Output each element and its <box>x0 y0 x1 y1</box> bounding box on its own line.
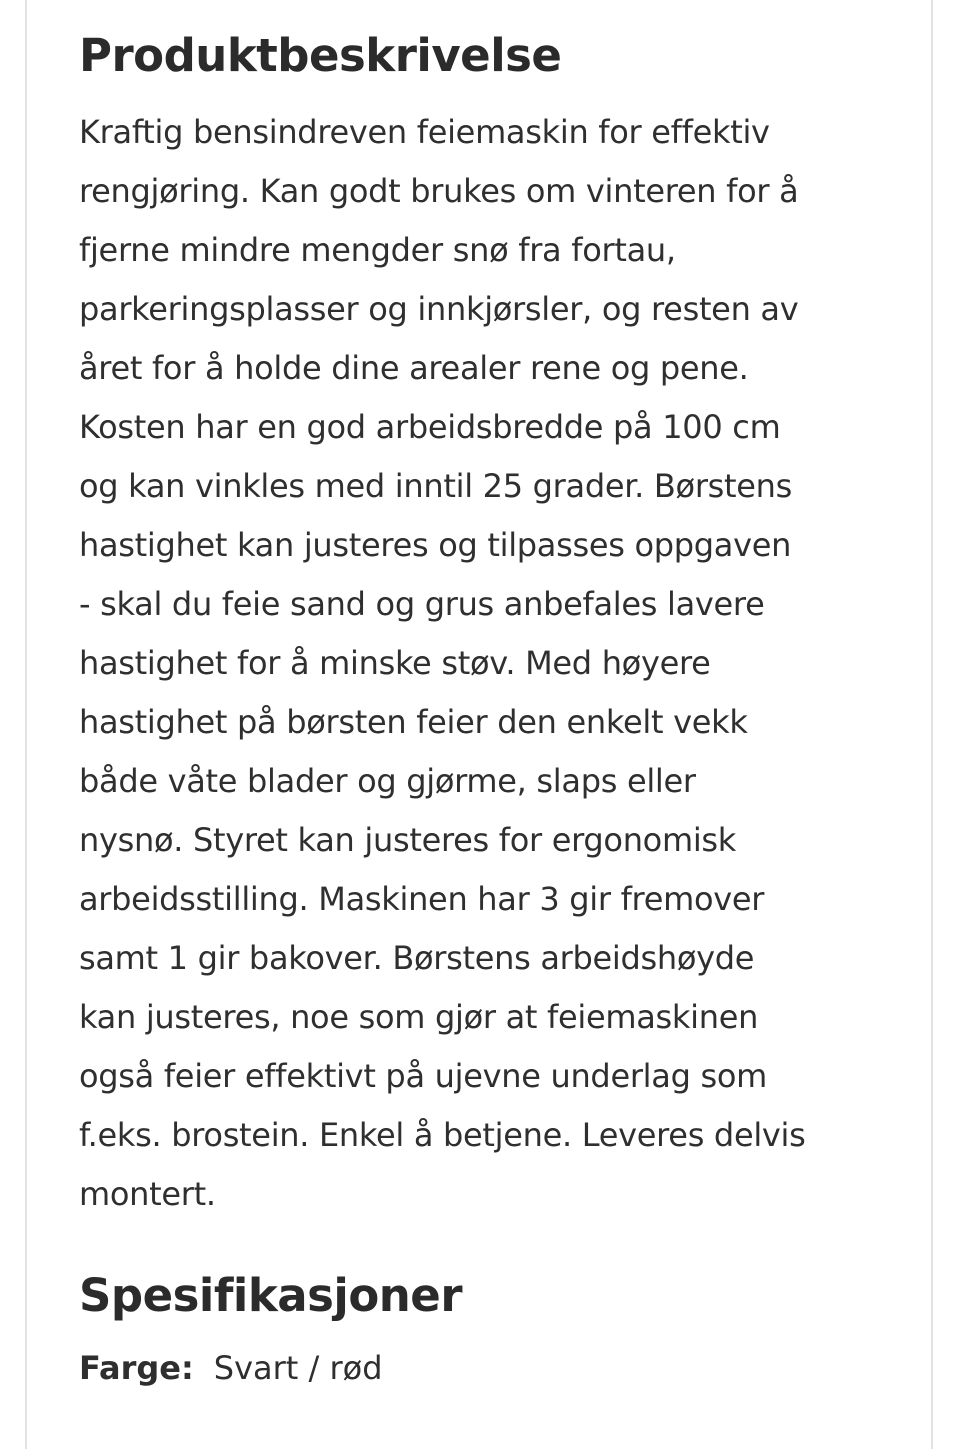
product-info-content <box>79 24 909 1390</box>
spec-color-value: Svart / rød <box>213 1349 383 1387</box>
product-info-panel <box>25 0 933 1449</box>
specifications-heading: Spesifikasjoner <box>79 1269 463 1322</box>
spec-row-color <box>79 1346 909 1390</box>
description-text: Kraftig bensindreven feiemaskin for effektiv rengjøring. Kan godt brukes om vinteren for å fjerne mindre mengder snø fra fortau, parkeringsplasser og innkjørsler, og resten av året for å holde dine arealer rene og pene. Kosten har en god arbeidsbredde på 100 cm og kan vinkles med inntil 25 grader. Børstens hastighet kan justeres og tilpasses oppgaven - skal du feie sand og grus anbefales lavere hastighet for å minske støv. Med høyere hastighet på børsten feier den enkelt vekk både våte blader og gjørme, slaps eller nysnø. Styret kan justeres for ergonomisk arbeidsstilling. Maskinen har 3 gir fremover samt 1 gir bakover. Børstens arbeidshøyde kan justeres, noe som gjør at feiemaskinen også feier effektivt på ujevne underlag som f.eks. brostein. Enkel å betjene. Leveres delvis montert. <box>79 113 806 1213</box>
description-heading: Produktbeskrivelse <box>79 29 562 82</box>
spec-color-label: Farge: <box>79 1349 194 1387</box>
